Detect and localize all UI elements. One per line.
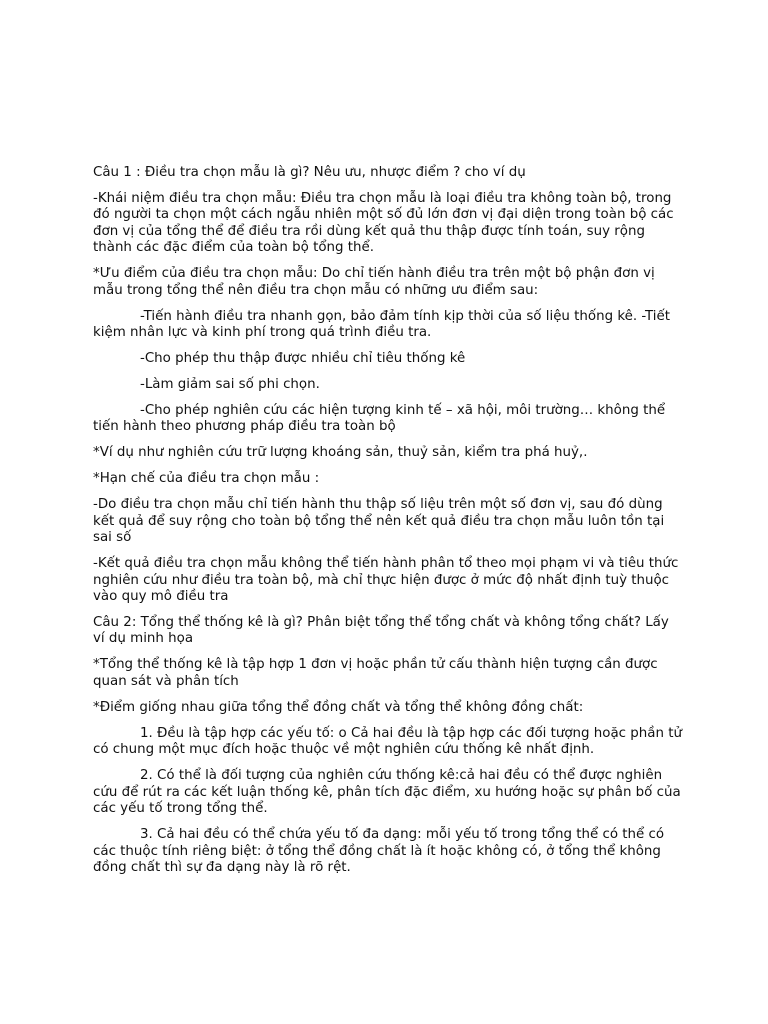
similarity-item-3: 3. Cả hai đều có thể chứa yếu tố đa dạng: mỗi yếu tố trong tổng thể có thể có các thuộc tính riêng biệt: ở tổng thể đồng chất là ít hoặc không có, ở tổng thể không đồng chất thì sự đa dạng này là rõ rệt. [93,827,665,875]
population-definition: *Tổng thể thống kê là tập hợp 1 đơn vị hoặc phần tử cấu thành hiện tượng cần được quan sát và phân tích [93,657,658,689]
document-page [93,165,683,886]
limitation-item-grouping: -Kết quả điều tra chọn mẫu không thể tiến hành phân tổ theo mọi phạm vi và tiêu thức nghiên cứu như điều tra toàn bộ, mà chỉ thực hiện được ở mức độ nhất định tuỳ thuộc vào quy mô điều tra [93,556,679,605]
limitation-item-error: -Do điều tra chọn mẫu chỉ tiến hành thu thập số liệu trên một số đơn vị, sau đó dùng kết quả để suy rộng cho toàn bộ tổng thể nên kết quả điều tra chọn mẫu luôn tồn tại sai số [93,497,665,546]
similarity-item-1: 1. Đều là tập hợp các yếu tố: o Cả hai đều là tập hợp các đối tượng hoặc phần tử có chung một mục đích hoặc thuộc về một nghiên cứu thống kê nhất định. [93,725,682,758]
limitations-heading: *Hạn chế của điều tra chọn mẫu : [93,471,320,487]
advantage-item-research: -Cho phép nghiên cứu các hiện tượng kinh tế – xã hội, môi trường… không thể tiến hành theo phương pháp điều tra toàn bộ [93,403,666,435]
similarity-item-2: 2. Có thể là đối tượng của nghiên cứu thống kê:cả hai đều có thể được nghiên cứu để rút ra các kết luận thống kê, phân tích đặc điểm, xu hướng hoặc sự phân bố của các yếu tố trong tổng thể. [93,768,681,817]
advantage-item-fast: -Tiến hành điều tra nhanh gọn, bảo đảm tính kịp thời của số liệu thống kê. -Tiết kiệm nhân lực và kinh phí trong quá trình điều tra. [93,308,670,341]
question-1-heading: Câu 1 : Điều tra chọn mẫu là gì? Nêu ưu, nhược điểm ? cho ví dụ [93,165,526,180]
question-2-heading: Câu 2: Tổng thể thống kê là gì? Phân biệt tổng thể tổng chất và không tổng chất? Lấy ví dụ minh họa [93,615,669,647]
advantages-intro: *Ưu điểm của điều tra chọn mẫu: Do chỉ tiến hành điều tra trên một bộ phận đơn vị mẫu trong tổng thể nên điều tra chọn mẫu có những ưu điểm sau: [93,266,655,298]
sampling-definition: -Khái niệm điều tra chọn mẫu: Điều tra chọn mẫu là loại điều tra không toàn bộ, trong đó người ta chọn một cách ngẫu nhiên một số đủ lớn đơn vị đại diện trong toàn bộ các đơn vị của tổng thể để điều tra rồi dùng kết quả thu thập được tính toán, suy rộng thành các đặc điểm của toàn bộ tổng thể. [93,191,674,256]
similarities-heading: *Điểm giống nhau giữa tổng thể đồng chất và tổng thể không đồng chất: [93,699,584,715]
advantage-item-error: -Làm giảm sai số phi chọn. [140,377,320,393]
example-paragraph: *Ví dụ như nghiên cứu trữ lượng khoáng sản, thuỷ sản, kiểm tra phá huỷ,. [93,445,588,461]
advantage-item-indicators: -Cho phép thu thập được nhiều chỉ tiêu thống kê [140,351,466,367]
